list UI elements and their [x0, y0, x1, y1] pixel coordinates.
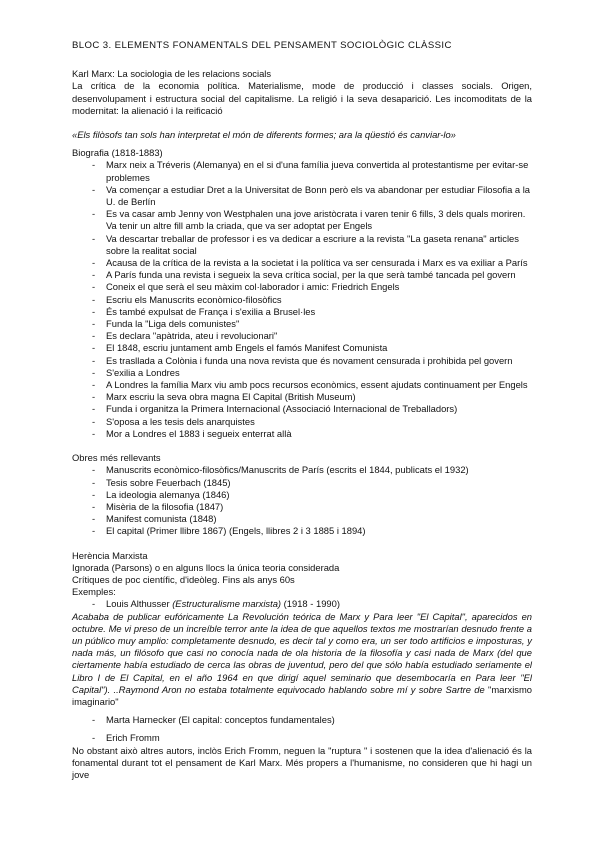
- examples-list-1: [72, 598, 532, 610]
- list-item: - A Londres la família Marx viu amb pocs recursos econòmics, essent ajudats continuament per Engels: [72, 379, 532, 391]
- works-list: [72, 464, 532, 537]
- list-item: - Coneix el que serà el seu màxim col·laborador i amic: Friedrich Engels: [72, 281, 532, 293]
- althusser-excerpt-a: Acababa de publicar eufóricamente La Revolución teórica de Marx y Para leer "El Capital", aparecidos en octubre. Me vi preso de un increíble terror ante la idea de que aquellos textos me mostrarían desnudo frente a un público muy amplio: completamente desnudo, es decir tal y como era, un ser todo artificios e imposturas, y nada más, un filósofo que casi no conocía nada de ola historia de la filosofía y casi nada de Marx (del que ciertamente había estudiado de cerca las obras de juventud, pero del que sólo había estudiado seriamente el Libro I de El Capital, en el año 1964 en que dirigí aquel seminario que desembocaría en Para leer "El Capital"). ..Raymond Aron no estaba totalmente equivocado hablando sobre mí y sobre Sartre de: [72, 610, 532, 695]
- examples-label: Exemples:: [72, 586, 116, 598]
- list-item-fromm: - Erich Fromm: [72, 732, 532, 744]
- list-item: - Manuscrits econòmico-filosòfics/Manuscrits de París (escrits el 1844, publicats el 1932): [72, 464, 532, 476]
- list-item: - Mor a Londres el 1883 i segueix enterrat allà: [72, 428, 532, 440]
- list-item: - Es declara "apàtrida, ateu i revolucionari": [72, 330, 532, 342]
- list-item-althusser: [72, 598, 532, 610]
- list-item: - Misèria de la filosofia (1847): [72, 501, 532, 513]
- list-item: - S'exilia a Londres: [72, 367, 532, 379]
- althusser-years: (1918 - 1990): [281, 598, 340, 610]
- althusser-name: Louis Althusser: [106, 598, 173, 610]
- althusser-excerpt-b: "marxismo imaginario": [72, 683, 532, 707]
- list-item: - El 1848, escriu juntament amb Engels el famós Manifest Comunista: [72, 342, 532, 354]
- section-heading: Karl Marx: La sociologia de les relacions socials: [72, 68, 272, 80]
- list-item: - Funda i organitza la Primera Internacional (Associació Internacional de Treballadors): [72, 403, 532, 415]
- althusser-work: (Estructuralisme marxista): [172, 598, 282, 610]
- list-item-harnecker: - Marta Harnecker (El capital: conceptos fundamentales): [72, 714, 532, 726]
- list-item: - Va descartar treballar de professor i es va dedicar a escriure a la revista "La gaseta renana" articles sobre la realitat social: [72, 233, 532, 257]
- list-item: - És també expulsat de França i s'exilia a Brusel·les: [72, 306, 532, 318]
- list-item: - El capital (Primer llibre 1867) (Engels, llibres 2 i 3 1885 i 1894): [72, 525, 532, 537]
- works-heading: Obres més rellevants: [72, 452, 161, 464]
- closing-paragraph: No obstant això altres autors, inclòs Erich Fromm, neguen la "ruptura " i sostenen que la idea d'alienació és la fonamental durant tot el pensament de Karl Marx. Més propers a l'humanisme, no consideren que hi hagi un jove: [72, 744, 532, 780]
- list-item: - Manifest comunista (1848): [72, 513, 532, 525]
- list-item: - Es trasllada a Colònia i funda una nova revista que és novament censurada i prohibida pel govern: [72, 355, 532, 367]
- heritage-heading: Herència Marxista: [72, 549, 148, 561]
- list-item: - Es va casar amb Jenny von Westphalen una jove aristòcrata i varen tenir 6 fills, 3 dels quals moriren. Va tenir un altre fill amb la criada, que va ser adoptat per Engels: [72, 208, 532, 232]
- heritage-line-2: Crítiques de poc científic, d'ideòleg. Fins als anys 60s: [72, 573, 295, 585]
- list-item: - A París funda una revista i segueix la seva crítica social, per la que serà també tancada pel govern: [72, 269, 532, 281]
- list-item: - Marx neix a Tréveris (Alemanya) en el si d'una família jueva convertida al protestantisme per evitar-se problemes: [72, 159, 532, 183]
- intro-paragraph: La crítica de la economia política. Materialisme, mode de producció i classes socials. Origen, desenvolupament i estructura social del capitalisme. La religió i la seva desaparició. Les incomoditats de la modernitat: la alienació i la reificació: [72, 80, 532, 116]
- list-item: - Marx escriu la seva obra magna El Capital (British Museum): [72, 391, 532, 403]
- marx-quote: «Els filòsofs tan sols han interpretat el món de diferents formes; ara la qüestió és canviar-lo»: [72, 129, 456, 141]
- examples-list-2: [72, 714, 532, 726]
- document-title: BLOC 3. ELEMENTS FONAMENTALS DEL PENSAMENT SOCIOLÒGIC CLÀSSIC: [72, 40, 452, 51]
- list-item: - Acausa de la crítica de la revista a la societat i la política va ser censurada i Marx es va exiliar a París: [72, 257, 532, 269]
- list-item: - Va començar a estudiar Dret a la Universitat de Bonn però els va abandonar per estudiar Filosofia a la U. de Berlín: [72, 184, 532, 208]
- althusser-excerpt: [72, 611, 532, 709]
- list-item: - Funda la "Liga dels comunistes": [72, 318, 532, 330]
- biography-heading: Biografia (1818-1883): [72, 147, 163, 159]
- heritage-line-1: Ignorada (Parsons) o en alguns llocs la única teoria considerada: [72, 561, 340, 573]
- biography-list: [72, 159, 532, 440]
- list-item: - Escriu els Manuscrits econòmico-filosòfics: [72, 294, 532, 306]
- examples-list-3: [72, 732, 532, 744]
- list-item: - Tesis sobre Feuerbach (1845): [72, 477, 532, 489]
- list-item: - La ideologia alemanya (1846): [72, 489, 532, 501]
- list-item: - S'oposa a les tesis dels anarquistes: [72, 416, 532, 428]
- document-page: [72, 40, 532, 781]
